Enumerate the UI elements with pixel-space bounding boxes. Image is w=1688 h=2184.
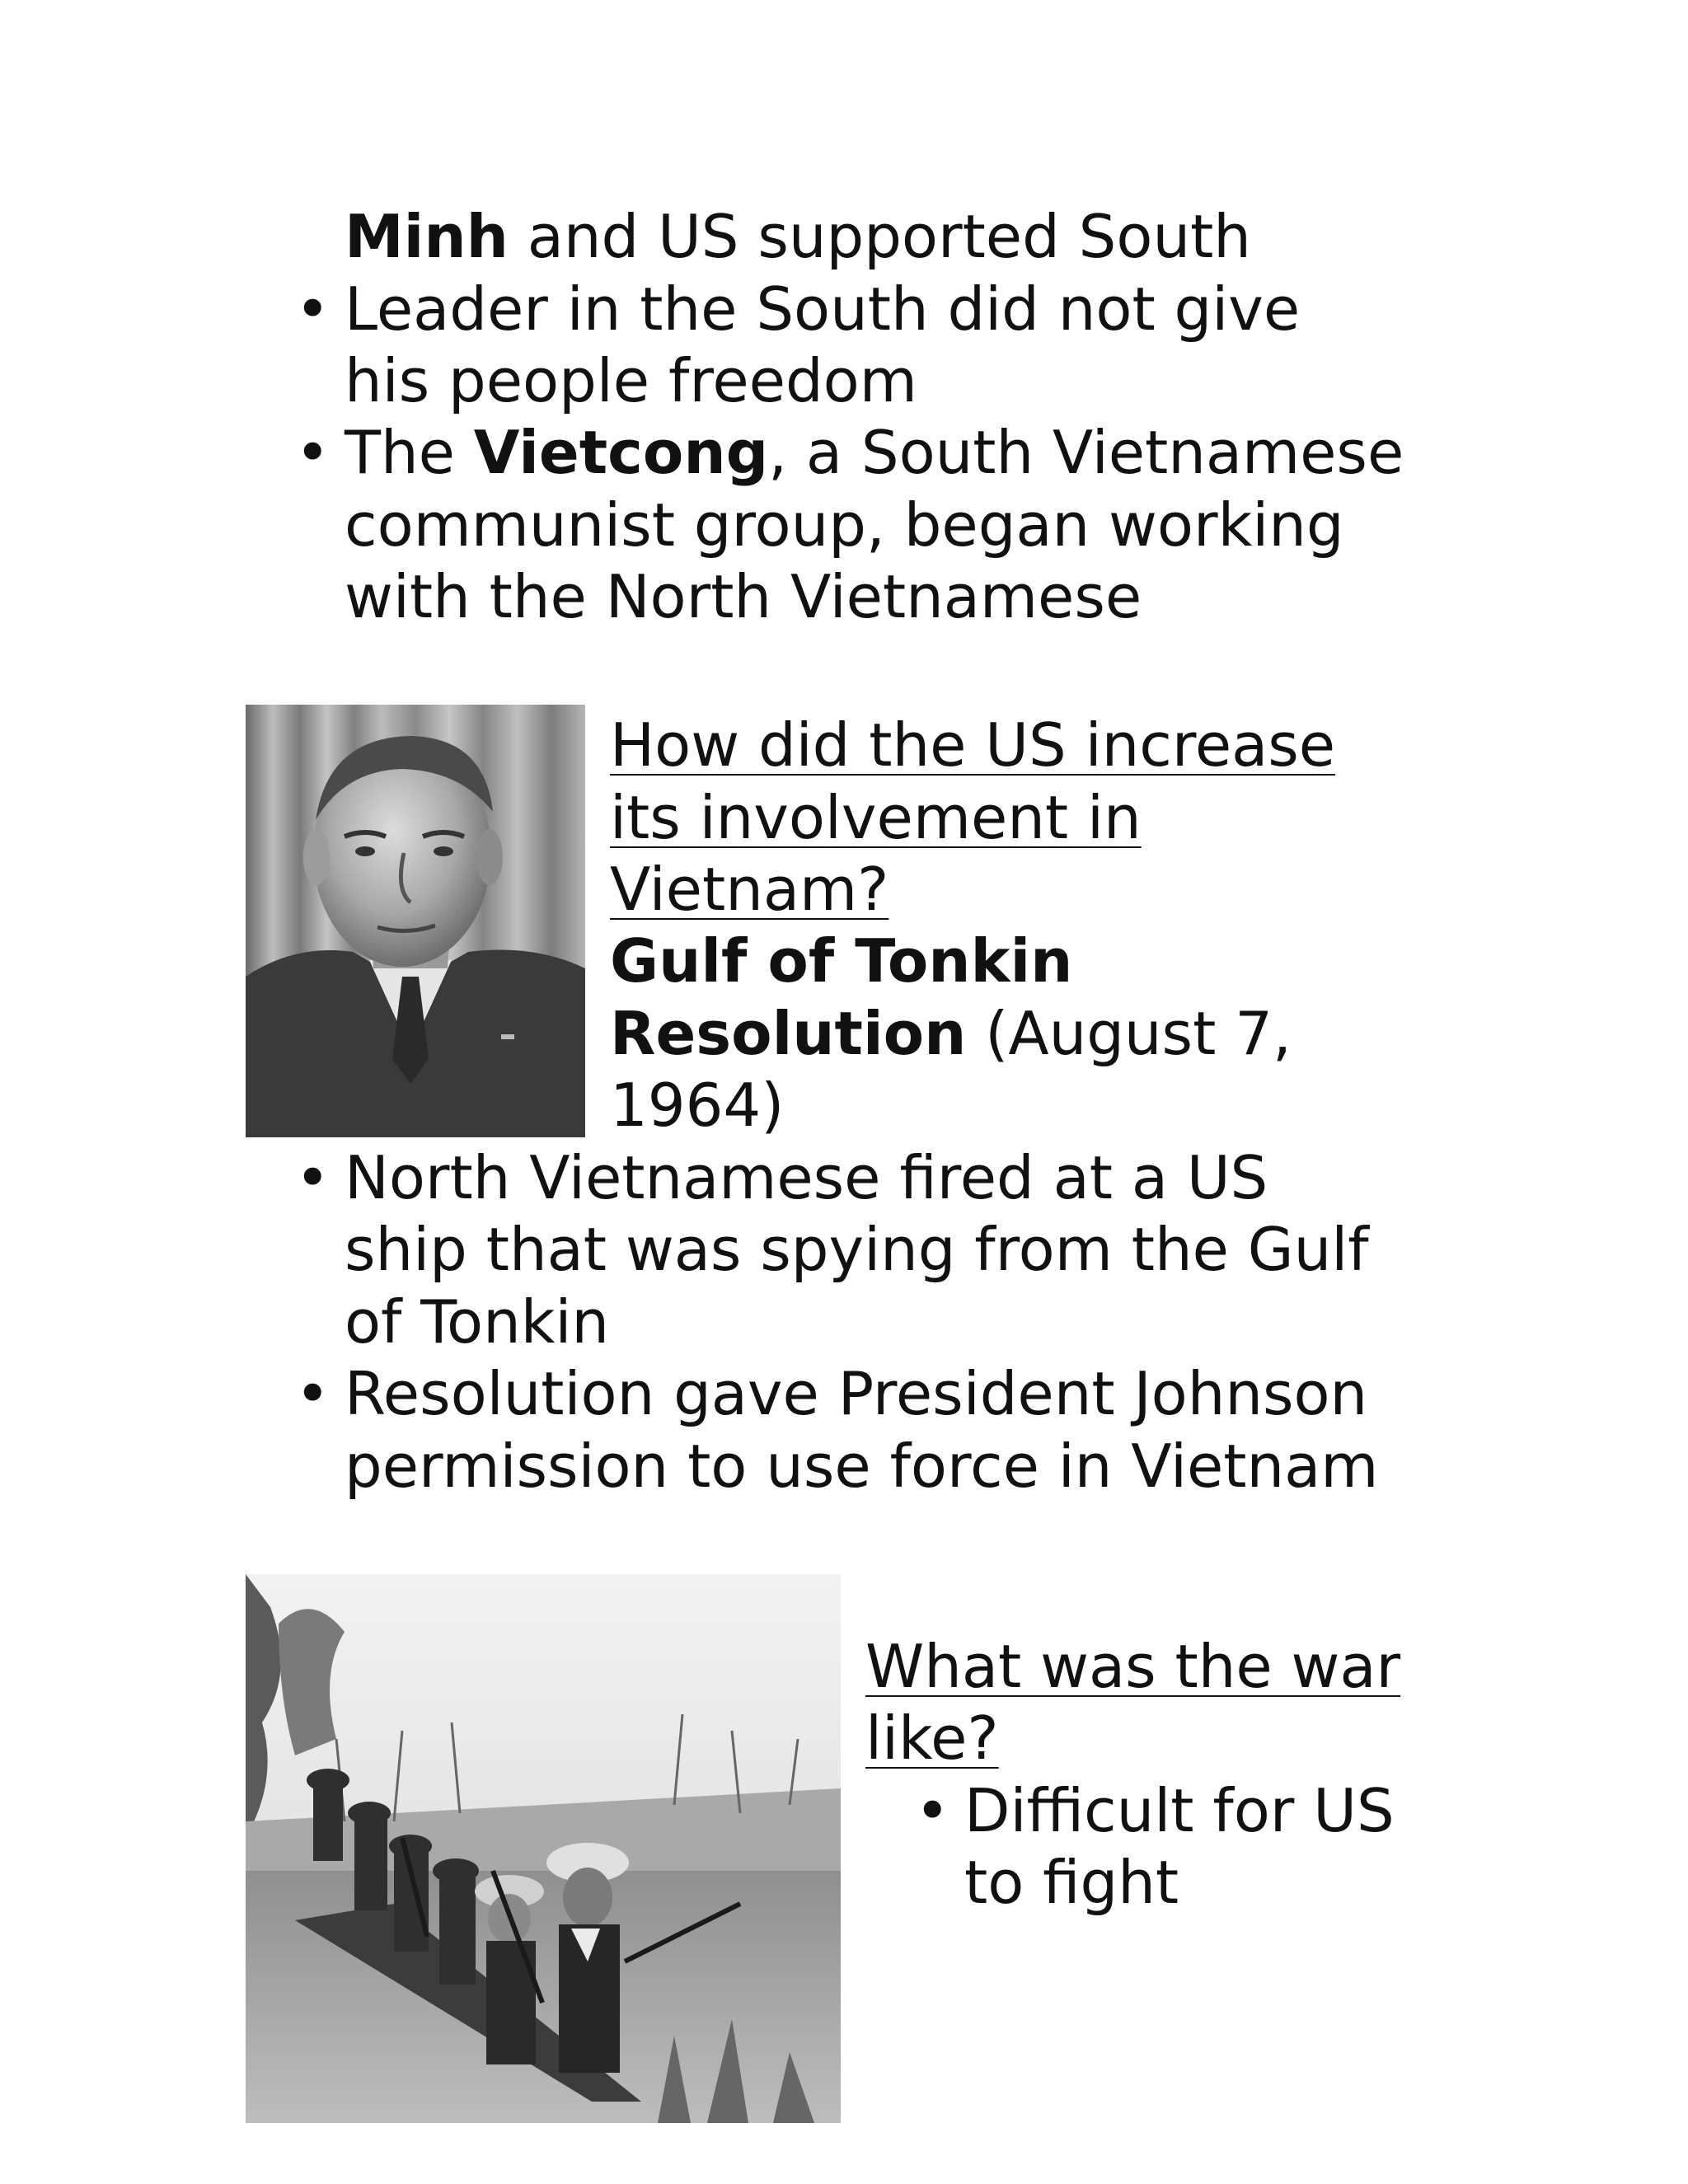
question-heading: like?: [865, 1704, 999, 1773]
bullet-marker: •: [295, 1143, 331, 1212]
bullet-text: of Tonkin: [345, 1287, 610, 1357]
bullet-text: his people freedom: [345, 346, 917, 415]
bullet-marker: •: [295, 418, 331, 487]
question-heading: Vietnam?: [610, 855, 889, 924]
soldiers-boat-photo: [246, 1574, 841, 2123]
bullet-text: The Vietcong, a South Vietnamese: [345, 418, 1404, 487]
bullet-text: Leader in the South did not give: [345, 274, 1301, 344]
bold-term-minh: Minh: [345, 202, 509, 271]
bullet-marker: •: [915, 1776, 950, 1845]
question-heading: its involvement in: [610, 783, 1142, 852]
text-line: Minh and US supported South: [345, 202, 1251, 271]
bullet-text: Resolution gave President Johnson: [345, 1359, 1368, 1428]
bullet-text: to fight: [964, 1848, 1179, 1917]
soldiers-boat-image: [246, 1574, 841, 2123]
bullet-marker: •: [295, 274, 331, 344]
bold-term-vietcong: Vietcong: [473, 418, 769, 487]
portrait-image: [246, 705, 585, 1137]
resolution-title: Gulf of Tonkin: [610, 926, 1073, 996]
resolution-title: Resolution (August 7,: [610, 999, 1292, 1068]
bullet-text: ship that was spying from the Gulf: [345, 1215, 1369, 1284]
question-heading: How did the US increase: [610, 710, 1336, 780]
bullet-text: with the North Vietnamese: [345, 562, 1142, 631]
resolution-date: 1964): [610, 1071, 785, 1140]
bullet-text: North Vietnamese fired at a US: [345, 1143, 1268, 1212]
bullet-marker: •: [295, 1359, 331, 1428]
bullet-text: Difficult for US: [964, 1776, 1395, 1845]
bullet-text: permission to use force in Vietnam: [345, 1432, 1379, 1501]
question-heading: What was the war: [865, 1632, 1401, 1701]
bullet-text: communist group, began working: [345, 490, 1344, 560]
portrait-photo: [246, 705, 585, 1137]
